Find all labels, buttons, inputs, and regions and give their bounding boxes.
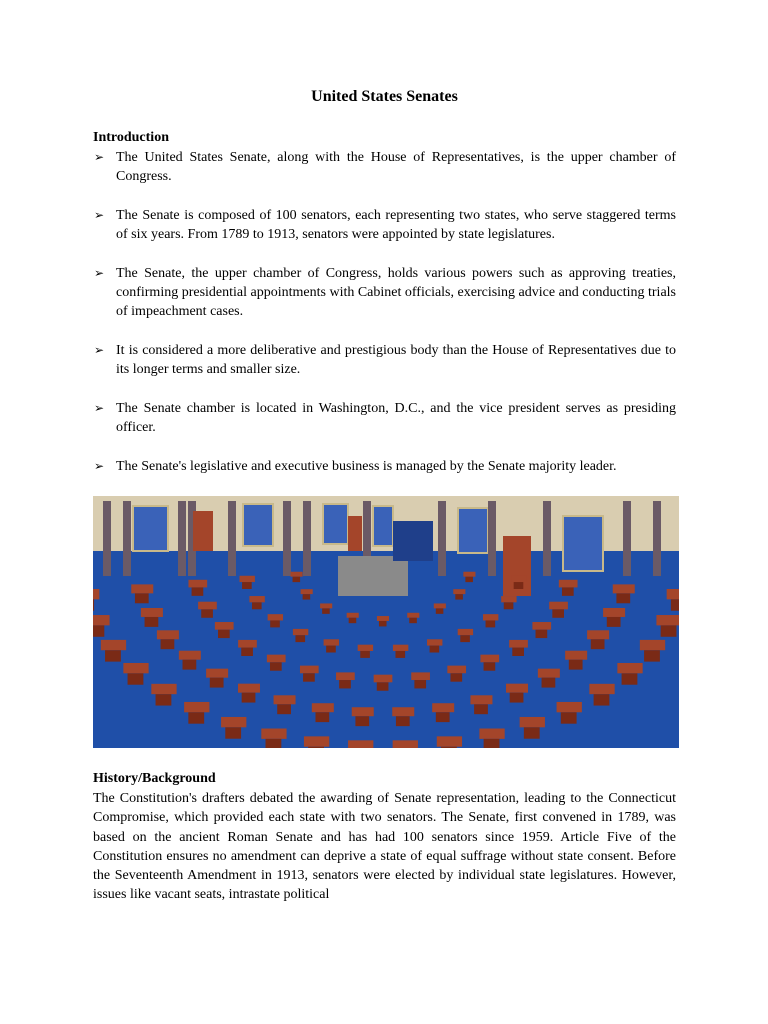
senator-desk xyxy=(538,669,560,678)
presiding-dais xyxy=(338,556,408,596)
senator-desk xyxy=(206,669,228,678)
bullet-item xyxy=(93,341,676,380)
senator-desk xyxy=(506,684,528,693)
senator-chair xyxy=(514,582,524,589)
senator-desk xyxy=(511,576,526,582)
senator-chair xyxy=(128,673,144,684)
senator-desk xyxy=(453,589,465,594)
senator-desk xyxy=(509,640,528,648)
senator-desk xyxy=(483,614,498,620)
arrow-bullet-icon: ➢ xyxy=(94,342,105,357)
senator-chair xyxy=(607,617,621,627)
senator-chair xyxy=(241,648,253,656)
senator-desk xyxy=(392,707,414,716)
senator-desk xyxy=(348,740,373,748)
bullet-text: The United States Senate, along with the House of Representatives, is the upper chamber of Congress. xyxy=(116,150,676,185)
senator-chair xyxy=(450,673,462,681)
senator-chair xyxy=(145,617,159,627)
senator-chair xyxy=(441,747,457,748)
senator-chair xyxy=(484,739,500,748)
marble-column xyxy=(488,501,496,576)
senator-chair xyxy=(360,651,370,658)
senator-desk xyxy=(101,640,126,650)
intro-heading: Introduction xyxy=(93,130,169,145)
senator-chair xyxy=(277,704,291,714)
wall-panel xyxy=(563,516,603,571)
senator-chair xyxy=(266,739,282,748)
chamber-door xyxy=(348,516,362,551)
senator-desk xyxy=(603,608,625,617)
intro-bullet-list xyxy=(93,148,676,495)
senator-desk xyxy=(324,639,339,645)
senator-chair xyxy=(192,587,204,595)
senator-desk xyxy=(613,584,635,593)
marble-column xyxy=(123,501,131,576)
senator-chair xyxy=(436,712,450,722)
senator-chair xyxy=(622,673,638,684)
senator-chair xyxy=(379,621,387,626)
senator-desk xyxy=(215,622,234,630)
senator-desk xyxy=(123,663,148,673)
senator-desk xyxy=(300,666,319,674)
senator-chair xyxy=(671,599,679,610)
senator-chair xyxy=(455,594,463,599)
senator-desk xyxy=(93,589,99,599)
dais-curtain xyxy=(393,521,433,561)
senator-desk xyxy=(374,675,393,683)
senator-desk xyxy=(434,603,446,608)
senator-chair xyxy=(326,646,336,653)
page-title: United States Senates xyxy=(311,88,458,105)
senator-desk xyxy=(301,589,313,594)
senator-desk xyxy=(347,613,359,618)
senator-desk xyxy=(559,580,578,588)
senator-desk xyxy=(427,639,442,645)
senator-chair xyxy=(465,577,473,582)
arrow-bullet-icon: ➢ xyxy=(94,207,105,222)
marble-column xyxy=(543,501,551,576)
senator-chair xyxy=(225,727,241,738)
senator-chair xyxy=(474,704,488,714)
senator-chair xyxy=(218,630,230,638)
senator-chair xyxy=(504,602,514,609)
senator-desk xyxy=(437,736,462,746)
marble-column xyxy=(178,501,186,576)
senator-chair xyxy=(295,635,305,642)
senator-desk xyxy=(501,596,516,602)
senator-desk xyxy=(565,651,587,660)
senator-chair xyxy=(436,608,444,613)
senator-desk xyxy=(557,702,582,712)
senator-desk xyxy=(589,684,614,694)
arrow-bullet-icon: ➢ xyxy=(94,265,105,280)
senator-desk xyxy=(93,615,110,625)
wall-panel xyxy=(458,508,488,553)
wall-panel xyxy=(243,504,273,546)
senator-chair xyxy=(303,673,315,681)
senator-desk xyxy=(393,645,408,651)
senator-desk xyxy=(352,707,374,716)
marble-column xyxy=(623,501,631,576)
history-heading: History/Background xyxy=(93,771,216,786)
senator-chair xyxy=(661,625,677,636)
senator-desk xyxy=(411,672,430,680)
senator-chair xyxy=(270,620,280,627)
bullet-text: The Senate is composed of 100 senators, each representing two states, who serve staggered terms of six years. From 1789 to 1913, senators were appointed by state legislatures. xyxy=(116,207,676,243)
senator-chair xyxy=(355,716,369,726)
senator-chair xyxy=(591,639,605,649)
senator-desk xyxy=(268,614,283,620)
bullet-item xyxy=(93,399,676,438)
senator-desk xyxy=(640,640,665,650)
senator-desk xyxy=(617,663,642,673)
senator-chair xyxy=(156,694,172,705)
senator-chair xyxy=(242,582,252,589)
senator-desk xyxy=(274,695,296,704)
senator-chair xyxy=(210,678,224,688)
senator-chair xyxy=(510,693,524,703)
senator-chair xyxy=(512,648,524,656)
bullet-text: The Senate's legislative and executive business is managed by the Senate majority leader. xyxy=(116,458,617,474)
senator-chair xyxy=(644,650,660,661)
senator-desk xyxy=(407,613,419,618)
senator-desk xyxy=(157,630,179,639)
senator-chair xyxy=(252,602,262,609)
marble-column xyxy=(438,501,446,576)
senator-chair xyxy=(414,680,426,688)
bullet-item xyxy=(93,457,676,476)
senator-desk xyxy=(179,651,201,660)
marble-column xyxy=(653,501,661,576)
marble-column xyxy=(103,501,111,576)
bullet-item xyxy=(93,206,676,245)
senator-desk xyxy=(249,596,264,602)
senator-desk xyxy=(312,703,334,712)
senator-chair xyxy=(308,747,324,748)
senator-desk xyxy=(447,666,466,674)
senator-desk xyxy=(267,655,286,663)
senator-chair xyxy=(486,620,496,627)
senator-desk xyxy=(520,717,545,727)
marble-column xyxy=(228,501,236,576)
senator-chair xyxy=(293,577,301,582)
senator-desk xyxy=(141,608,163,617)
senator-chair xyxy=(93,625,104,636)
senator-desk xyxy=(549,602,568,610)
senator-chair xyxy=(552,609,564,617)
senator-chair xyxy=(315,712,329,722)
bullet-item xyxy=(93,264,676,322)
senator-chair xyxy=(536,630,548,638)
senator-chair xyxy=(616,593,630,603)
arrow-bullet-icon: ➢ xyxy=(94,400,105,415)
senator-chair xyxy=(339,680,351,688)
senator-chair xyxy=(561,712,577,723)
senator-desk xyxy=(238,684,260,693)
marble-column xyxy=(303,501,311,576)
senator-chair xyxy=(201,609,213,617)
senator-desk xyxy=(291,572,303,577)
senator-chair xyxy=(409,618,417,623)
senator-chair xyxy=(188,712,204,723)
senator-chair xyxy=(484,662,496,670)
senator-chair xyxy=(395,651,405,658)
bullet-text: It is considered a more deliberative and prestigious body than the House of Representatives due to its longer terms and smaller size. xyxy=(116,342,676,378)
senator-desk xyxy=(432,703,454,712)
senator-chair xyxy=(183,660,197,670)
bullet-text: The Senate chamber is located in Washington, D.C., and the vice president serves as presiding officer. xyxy=(116,400,676,436)
chamber-door xyxy=(193,511,213,551)
senator-chair xyxy=(270,662,282,670)
senator-desk xyxy=(458,629,473,635)
senator-chair xyxy=(396,716,410,726)
senator-chair xyxy=(303,594,311,599)
senator-desk xyxy=(320,603,332,608)
senator-desk xyxy=(479,729,504,739)
history-paragraph: The Constitution's drafters debated the awarding of Senate representation, leading to the Connecticut Compromise, which provided each state with two senators. The Senate, first convened in 1789, was based on the ancient Roman Senate and has had 100 senators since 1959. Article Five of the Constitution ensures no amendment can deprive a state of equal suffrage without state consent. Before the Seventeenth Amendment in 1913, senators were elected by individual state legislatures. However, issues like vacant seats, intrastate political xyxy=(93,791,676,903)
senator-desk xyxy=(587,630,609,639)
senator-desk xyxy=(656,615,679,625)
senator-chair xyxy=(161,639,175,649)
senator-desk xyxy=(198,602,217,610)
senator-chair xyxy=(460,635,470,642)
senator-chair xyxy=(524,727,540,738)
bullet-item xyxy=(93,148,676,187)
senator-chair xyxy=(242,693,256,703)
senator-desk xyxy=(239,576,254,582)
wall-panel xyxy=(373,506,393,546)
senator-desk xyxy=(470,695,492,704)
senator-chair xyxy=(93,599,94,610)
senator-chair xyxy=(377,682,389,690)
senator-desk xyxy=(184,702,209,712)
wall-panel xyxy=(323,504,348,544)
marble-column xyxy=(283,501,291,576)
senator-chair xyxy=(135,593,149,603)
senator-desk xyxy=(304,736,329,746)
wall-panel xyxy=(133,506,168,551)
senate-chamber-photo xyxy=(93,496,679,748)
arrow-bullet-icon: ➢ xyxy=(94,458,105,473)
senator-desk xyxy=(261,729,286,739)
senator-desk xyxy=(131,584,153,593)
senator-chair xyxy=(569,660,583,670)
senator-desk xyxy=(480,655,499,663)
senator-chair xyxy=(322,608,330,613)
senator-desk xyxy=(667,589,679,599)
senator-chair xyxy=(349,618,357,623)
senate-chamber-illustration xyxy=(93,496,679,748)
senator-chair xyxy=(430,646,440,653)
senator-desk xyxy=(358,645,373,651)
senator-chair xyxy=(105,650,121,661)
senator-desk xyxy=(463,572,475,577)
senator-chair xyxy=(542,678,556,688)
senator-desk xyxy=(221,717,246,727)
senator-desk xyxy=(293,629,308,635)
senator-desk xyxy=(377,616,389,621)
senator-chair xyxy=(562,587,574,595)
senator-desk xyxy=(151,684,176,694)
senator-desk xyxy=(393,740,418,748)
bullet-text: The Senate, the upper chamber of Congress, holds various powers such as approving treaties, confirming presidential appointments with Cabinet officials, exercising advice and conducting trials of impeachment cases. xyxy=(116,265,676,320)
arrow-bullet-icon: ➢ xyxy=(94,150,105,164)
senator-desk xyxy=(188,580,207,588)
senator-desk xyxy=(238,640,257,648)
senator-chair xyxy=(594,694,610,705)
senator-desk xyxy=(532,622,551,630)
senator-desk xyxy=(336,672,355,680)
